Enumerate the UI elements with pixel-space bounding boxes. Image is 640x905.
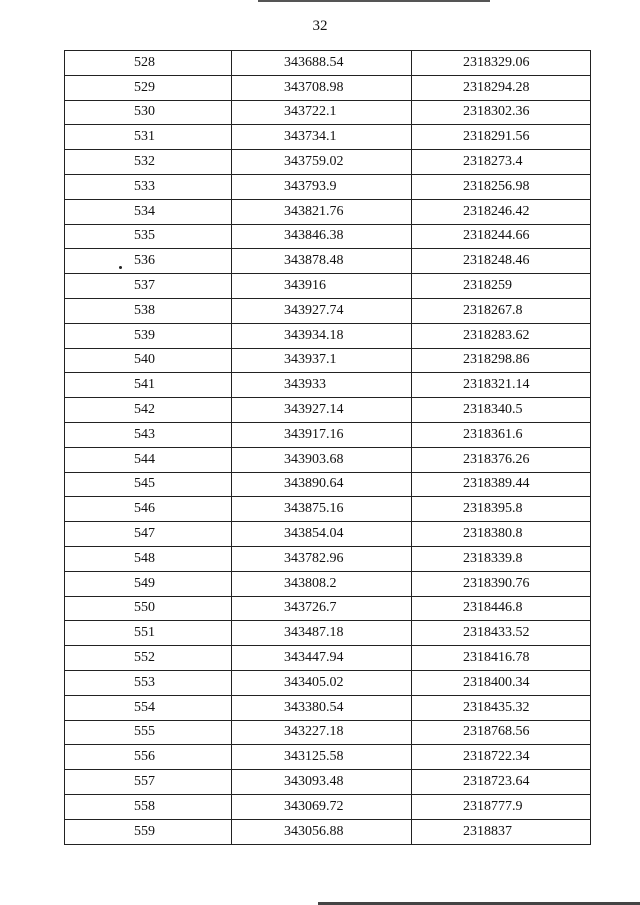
point-number-cell: 546 [65, 497, 232, 522]
x-coordinate-cell: 343793.9 [232, 174, 412, 199]
point-number-cell: 530 [65, 100, 232, 125]
table-row [65, 695, 591, 720]
y-coordinate-cell: 2318267.8 [412, 298, 591, 323]
scan-speck [119, 266, 122, 269]
x-coordinate-cell: 343821.76 [232, 199, 412, 224]
y-coordinate-cell: 2318380.8 [412, 522, 591, 547]
table-row [65, 472, 591, 497]
table-row [65, 323, 591, 348]
table-row [65, 274, 591, 299]
y-coordinate-cell: 2318259 [412, 274, 591, 299]
x-coordinate-cell: 343093.48 [232, 770, 412, 795]
y-coordinate-cell: 2318446.8 [412, 596, 591, 621]
point-number-cell: 558 [65, 794, 232, 819]
x-coordinate-cell: 343782.96 [232, 546, 412, 571]
point-number-cell: 536 [65, 249, 232, 274]
point-number-cell: 534 [65, 199, 232, 224]
y-coordinate-cell: 2318395.8 [412, 497, 591, 522]
point-number-cell: 538 [65, 298, 232, 323]
y-coordinate-cell: 2318339.8 [412, 546, 591, 571]
coordinates-table-body [65, 51, 591, 845]
coordinates-table [64, 50, 591, 845]
x-coordinate-cell: 343890.64 [232, 472, 412, 497]
point-number-cell: 553 [65, 670, 232, 695]
x-coordinate-cell: 343903.68 [232, 447, 412, 472]
x-coordinate-cell: 343916 [232, 274, 412, 299]
y-coordinate-cell: 2318340.5 [412, 398, 591, 423]
table-row [65, 75, 591, 100]
x-coordinate-cell: 343405.02 [232, 670, 412, 695]
y-coordinate-cell: 2318389.44 [412, 472, 591, 497]
point-number-cell: 533 [65, 174, 232, 199]
point-number-cell: 550 [65, 596, 232, 621]
table-row [65, 447, 591, 472]
y-coordinate-cell: 2318302.36 [412, 100, 591, 125]
point-number-cell: 535 [65, 224, 232, 249]
x-coordinate-cell: 343069.72 [232, 794, 412, 819]
table-row [65, 794, 591, 819]
y-coordinate-cell: 2318433.52 [412, 621, 591, 646]
x-coordinate-cell: 343917.16 [232, 422, 412, 447]
table-row [65, 100, 591, 125]
point-number-cell: 537 [65, 274, 232, 299]
point-number-cell: 556 [65, 745, 232, 770]
table-row [65, 522, 591, 547]
table-row [65, 621, 591, 646]
point-number-cell: 544 [65, 447, 232, 472]
point-number-cell: 549 [65, 571, 232, 596]
y-coordinate-cell: 2318777.9 [412, 794, 591, 819]
point-number-cell: 551 [65, 621, 232, 646]
table-row [65, 249, 591, 274]
table-row [65, 398, 591, 423]
y-coordinate-cell: 2318298.86 [412, 348, 591, 373]
table-row [65, 571, 591, 596]
table-row [65, 348, 591, 373]
x-coordinate-cell: 343937.1 [232, 348, 412, 373]
y-coordinate-cell: 2318723.64 [412, 770, 591, 795]
y-coordinate-cell: 2318256.98 [412, 174, 591, 199]
table-row [65, 546, 591, 571]
x-coordinate-cell: 343933 [232, 373, 412, 398]
scan-edge-top [258, 0, 490, 2]
point-number-cell: 531 [65, 125, 232, 150]
point-number-cell: 528 [65, 51, 232, 76]
table-row [65, 745, 591, 770]
table-row [65, 125, 591, 150]
point-number-cell: 548 [65, 546, 232, 571]
table-row [65, 720, 591, 745]
table-row [65, 174, 591, 199]
y-coordinate-cell: 2318400.34 [412, 670, 591, 695]
point-number-cell: 557 [65, 770, 232, 795]
x-coordinate-cell: 343227.18 [232, 720, 412, 745]
point-number-cell: 543 [65, 422, 232, 447]
point-number-cell: 542 [65, 398, 232, 423]
y-coordinate-cell: 2318361.6 [412, 422, 591, 447]
table-row [65, 596, 591, 621]
table-row [65, 51, 591, 76]
page-number: 32 [312, 18, 328, 34]
x-coordinate-cell: 343854.04 [232, 522, 412, 547]
y-coordinate-cell: 2318768.56 [412, 720, 591, 745]
y-coordinate-cell: 2318376.26 [412, 447, 591, 472]
y-coordinate-cell: 2318291.56 [412, 125, 591, 150]
y-coordinate-cell: 2318248.46 [412, 249, 591, 274]
x-coordinate-cell: 343722.1 [232, 100, 412, 125]
table-row [65, 224, 591, 249]
table-row [65, 373, 591, 398]
y-coordinate-cell: 2318246.42 [412, 199, 591, 224]
point-number-cell: 547 [65, 522, 232, 547]
x-coordinate-cell: 343808.2 [232, 571, 412, 596]
point-number-cell: 529 [65, 75, 232, 100]
x-coordinate-cell: 343708.98 [232, 75, 412, 100]
x-coordinate-cell: 343875.16 [232, 497, 412, 522]
y-coordinate-cell: 2318329.06 [412, 51, 591, 76]
table-row [65, 646, 591, 671]
y-coordinate-cell: 2318435.32 [412, 695, 591, 720]
table-row [65, 199, 591, 224]
x-coordinate-cell: 343688.54 [232, 51, 412, 76]
x-coordinate-cell: 343447.94 [232, 646, 412, 671]
y-coordinate-cell: 2318273.4 [412, 150, 591, 175]
table-row [65, 819, 591, 844]
table-row [65, 298, 591, 323]
x-coordinate-cell: 343726.7 [232, 596, 412, 621]
y-coordinate-cell: 2318283.62 [412, 323, 591, 348]
table-row [65, 150, 591, 175]
point-number-cell: 532 [65, 150, 232, 175]
point-number-cell: 552 [65, 646, 232, 671]
x-coordinate-cell: 343846.38 [232, 224, 412, 249]
x-coordinate-cell: 343759.02 [232, 150, 412, 175]
x-coordinate-cell: 343056.88 [232, 819, 412, 844]
table-row [65, 422, 591, 447]
point-number-cell: 554 [65, 695, 232, 720]
point-number-cell: 540 [65, 348, 232, 373]
x-coordinate-cell: 343380.54 [232, 695, 412, 720]
x-coordinate-cell: 343734.1 [232, 125, 412, 150]
y-coordinate-cell: 2318416.78 [412, 646, 591, 671]
x-coordinate-cell: 343487.18 [232, 621, 412, 646]
y-coordinate-cell: 2318722.34 [412, 745, 591, 770]
x-coordinate-cell: 343934.18 [232, 323, 412, 348]
table-row [65, 670, 591, 695]
point-number-cell: 539 [65, 323, 232, 348]
table-row [65, 497, 591, 522]
point-number-cell: 555 [65, 720, 232, 745]
point-number-cell: 541 [65, 373, 232, 398]
y-coordinate-cell: 2318837 [412, 819, 591, 844]
y-coordinate-cell: 2318294.28 [412, 75, 591, 100]
x-coordinate-cell: 343125.58 [232, 745, 412, 770]
y-coordinate-cell: 2318321.14 [412, 373, 591, 398]
y-coordinate-cell: 2318244.66 [412, 224, 591, 249]
x-coordinate-cell: 343878.48 [232, 249, 412, 274]
x-coordinate-cell: 343927.74 [232, 298, 412, 323]
y-coordinate-cell: 2318390.76 [412, 571, 591, 596]
point-number-cell: 559 [65, 819, 232, 844]
x-coordinate-cell: 343927.14 [232, 398, 412, 423]
table-row [65, 770, 591, 795]
point-number-cell: 545 [65, 472, 232, 497]
